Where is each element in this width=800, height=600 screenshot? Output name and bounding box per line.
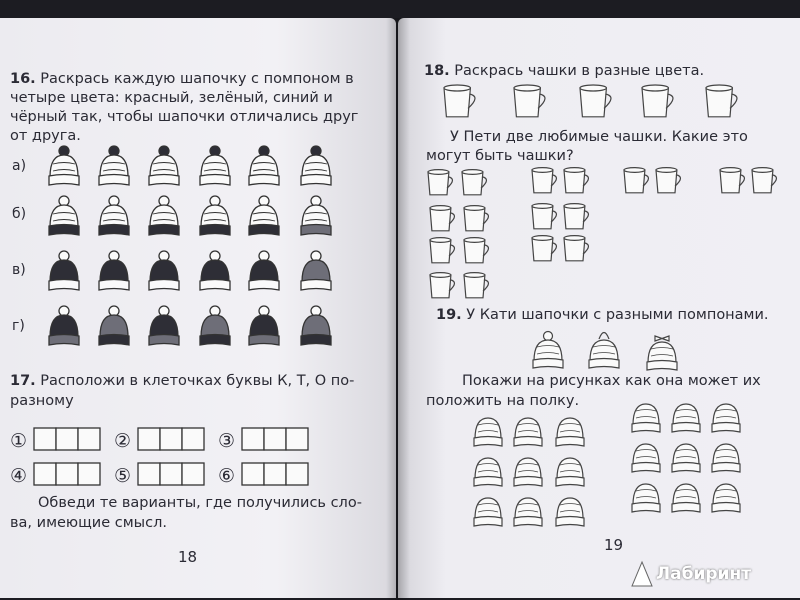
box-number-3: ③	[218, 430, 236, 452]
box-number-1: ①	[10, 430, 28, 452]
task19-text: У Кати шапочки с разными помпонами.	[466, 307, 769, 323]
task19-hat-icon	[632, 444, 660, 472]
row-label-g: г)	[12, 318, 25, 334]
task19-hat-icon	[533, 332, 563, 369]
watermark-logo-icon	[630, 560, 654, 588]
task17-followup-line2: ва, имеющие смысл.	[10, 515, 167, 531]
task19-hat-icon	[672, 404, 700, 432]
task19-hat-icon	[556, 418, 584, 446]
task17-line2: разному	[10, 393, 74, 409]
page-number-right: 19	[604, 536, 624, 554]
task19-hat-icon	[514, 458, 542, 486]
task19-question-line2: положить на полку.	[426, 393, 580, 409]
task19-hat-icon	[474, 498, 502, 526]
watermark-text: Лабиринт	[656, 564, 752, 584]
box-number-2: ②	[114, 430, 132, 452]
box-number-6: ⑥	[218, 465, 236, 487]
box-number-4: ④	[10, 465, 28, 487]
task19-hat-icon	[514, 418, 542, 446]
task18-question-line2: могут быть чашки?	[426, 148, 574, 164]
task19-hat-icon	[712, 444, 740, 472]
task19-hat-icon	[647, 336, 677, 370]
row-label-a: а)	[12, 158, 27, 174]
task17-text-line1: Расположи в клеточках буквы К, Т, О по-	[40, 373, 355, 389]
task19-hat-icon	[712, 404, 740, 432]
task16-text-line1: Раскрась каждую шапочку с помпоном в	[40, 71, 354, 87]
task19-hat-icon	[514, 498, 542, 526]
task18-text: Раскрась чашки в разные цвета.	[454, 63, 705, 79]
task19-hat-icon	[474, 418, 502, 446]
task18-question-line1: У Пети две любимые чашки. Какие это	[450, 129, 748, 145]
task19-question-line1: Покажи на рисунках как она может их	[462, 373, 761, 389]
task19-hat-icon	[474, 458, 502, 486]
task19-hat-icon	[632, 484, 660, 512]
box-number-5: ⑤	[114, 465, 132, 487]
task19-hat-icon	[632, 404, 660, 432]
task19-hat-icon	[556, 458, 584, 486]
page-number-left: 18	[178, 548, 198, 566]
task19-hat-icon	[672, 484, 700, 512]
row-label-b: б)	[12, 206, 27, 222]
task16-line4: от друга.	[10, 128, 81, 144]
task19-hat-icon	[589, 333, 619, 369]
task19-hat-icon	[672, 444, 700, 472]
task16-line3: чёрный так, чтобы шапочки отличались друг	[10, 109, 359, 125]
task17-number: 17.	[10, 373, 36, 389]
task19-hat-icon	[712, 484, 740, 512]
task19-number: 19.	[436, 307, 462, 323]
task18-number: 18.	[424, 63, 450, 79]
task19-hat-icon	[556, 498, 584, 526]
task16-number: 16.	[10, 71, 36, 87]
task17-followup-line1: Обведи те варианты, где получились сло-	[38, 495, 362, 511]
row-label-v: в)	[12, 262, 26, 278]
task16-line2: четыре цвета: красный, зелёный, синий и	[10, 90, 333, 106]
